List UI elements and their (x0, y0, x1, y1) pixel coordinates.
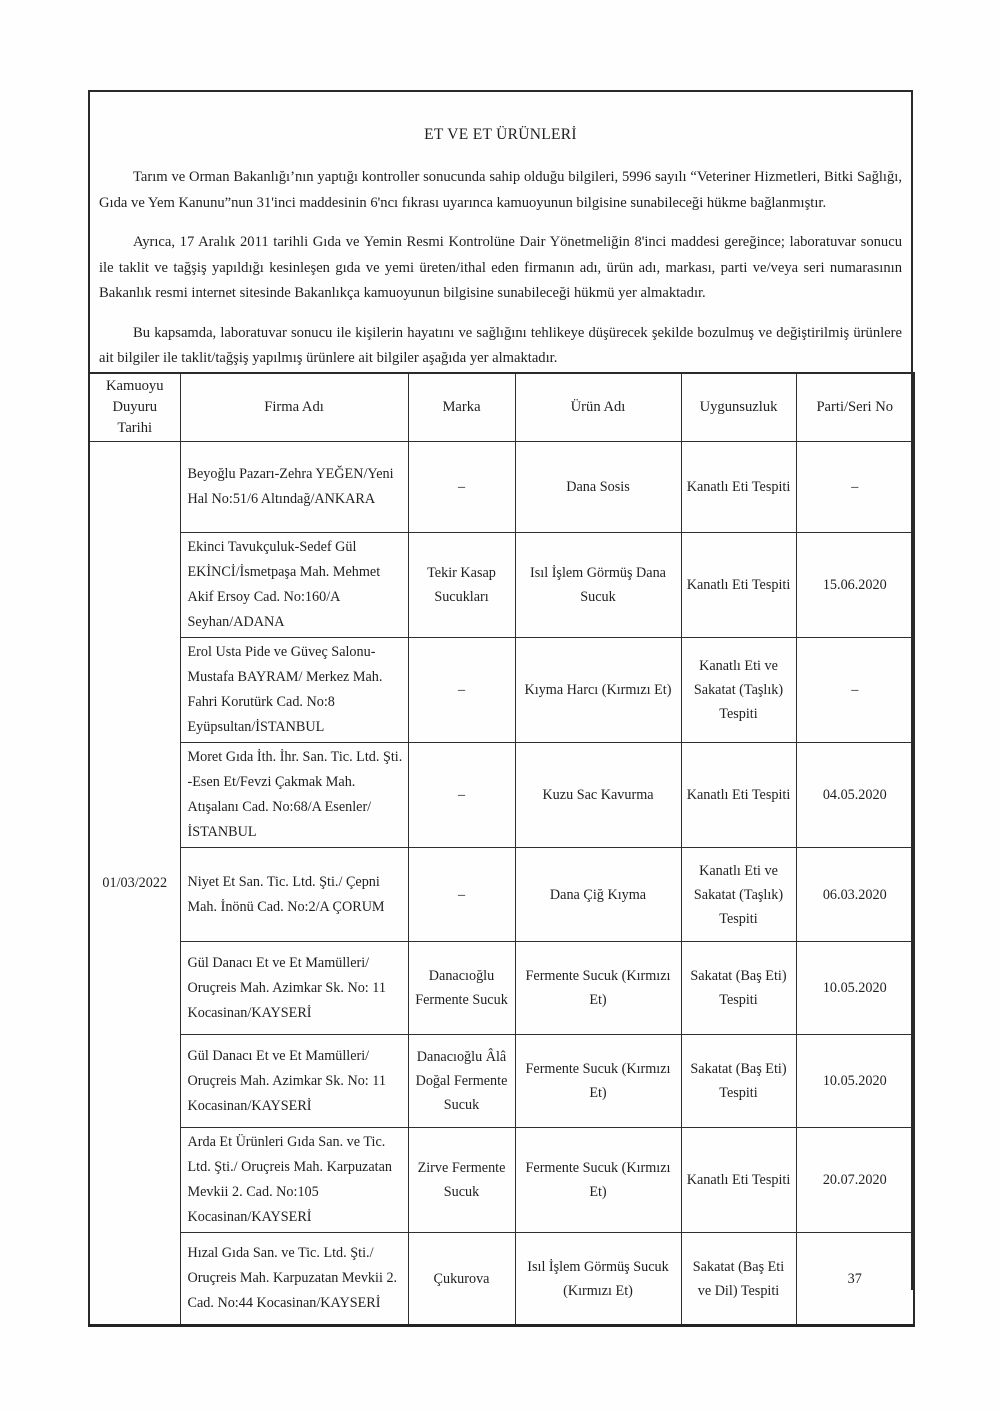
cell-urun: Isıl İşlem Görmüş Dana Sucuk (515, 533, 681, 638)
cell-firma: Erol Usta Pide ve Güveç Salonu-Mustafa BAYRAM/ Merkez Mah. Fahri Korutürk Cad. No:8 Eyüpsultan/İSTANBUL (180, 638, 408, 743)
cell-parti: – (796, 442, 914, 533)
intro-paragraph-1: Tarım ve Orman Bakanlığı’nın yaptığı kontroller sonucunda sahip olduğu bilgileri, 5996 sayılı “Veteriner Hizmetleri, Bitki Sağlığı, Gıda ve Yem Kanunu”nun 31'inci maddesinin 6'ncı fıkrası uyarınca kamuoyunun bilgisine sunabileceği hükme bağlanmıştır. (99, 169, 902, 211)
cell-firma: Ekinci Tavukçuluk-Sedef Gül EKİNCİ/İsmetpaşa Mah. Mehmet Akif Ersoy Cad. No:160/A Seyhan/ADANA (180, 533, 408, 638)
cell-parti: 06.03.2020 (796, 848, 914, 942)
cell-uygunsuzluk: Kanatlı Eti ve Sakatat (Taşlık) Tespiti (681, 638, 796, 743)
intro-paragraph-3: Bu kapsamda, laboratuvar sonucu ile kişilerin hayatını ve sağlığını tehlikeye düşürecek şekilde bozulmuş ve değiştirilmiş ürünlere ait bilgiler ile taklit/tağşiş yapılmış ürünlere ait bilgiler aşağıda yer almaktadır. (99, 324, 902, 366)
table-row (89, 743, 914, 848)
cell-firma: Niyet Et San. Tic. Ltd. Şti./ Çepni Mah. İnönü Cad. No:2/A ÇORUM (180, 848, 408, 942)
table-row (89, 942, 914, 1035)
cell-urun: Kuzu Sac Kavurma (515, 743, 681, 848)
cell-parti: 10.05.2020 (796, 1035, 914, 1128)
announcement-date-cell: 01/03/2022 (89, 442, 180, 1326)
cell-marka: Çukurova (408, 1233, 515, 1326)
col-header-parti: Parti/Seri No (796, 373, 914, 442)
table-row (89, 533, 914, 638)
cell-parti: 10.05.2020 (796, 942, 914, 1035)
cell-firma: Beyoğlu Pazarı-Zehra YEĞEN/Yeni Hal No:51/6 Altındağ/ANKARA (180, 442, 408, 533)
cell-urun: Isıl İşlem Görmüş Sucuk (Kırmızı Et) (515, 1233, 681, 1326)
col-header-uygunsuzluk: Uygunsuzluk (681, 373, 796, 442)
cell-marka: – (408, 442, 515, 533)
col-header-marka: Marka (408, 373, 515, 442)
col-header-urun: Ürün Adı (515, 373, 681, 442)
cell-uygunsuzluk: Kanatlı Eti Tespiti (681, 1128, 796, 1233)
cell-uygunsuzluk: Kanatlı Eti Tespiti (681, 533, 796, 638)
table-header (89, 373, 914, 442)
cell-firma: Gül Danacı Et ve Et Mamülleri/ Oruçreis Mah. Azimkar Sk. No: 11 Kocasinan/KAYSERİ (180, 942, 408, 1035)
cell-urun: Dana Çiğ Kıyma (515, 848, 681, 942)
cell-uygunsuzluk: Sakatat (Baş Eti) Tespiti (681, 942, 796, 1035)
cell-uygunsuzluk: Sakatat (Baş Eti ve Dil) Tespiti (681, 1233, 796, 1326)
table-row (89, 1233, 914, 1326)
document-border-box (88, 90, 913, 1311)
table-row (89, 848, 914, 942)
cell-firma: Arda Et Ürünleri Gıda San. ve Tic. Ltd. Şti./ Oruçreis Mah. Karpuzatan Mevkii 2. Cad. No:105 Kocasinan/KAYSERİ (180, 1128, 408, 1233)
document-title: ET VE ET ÜRÜNLERİ (424, 126, 577, 143)
cell-parti: 15.06.2020 (796, 533, 914, 638)
table-row (89, 1128, 914, 1233)
cell-firma: Hızal Gıda San. ve Tic. Ltd. Şti./ Oruçreis Mah. Karpuzatan Mevkii 2. Cad. No:44 Kocasinan/KAYSERİ (180, 1233, 408, 1326)
intro-paragraph-2: Ayrıca, 17 Aralık 2011 tarihli Gıda ve Yemin Resmi Kontrolüne Dair Yönetmeliğin 8'inci maddesi gereğince; laboratuvar sonucu ile taklit ve tağşiş yapıldığı kesinleşen gıda ve yemi üreten/ithal eden firmanın adı, ürün adı, markası, parti ve/veya seri numarasının Bakanlık resmi internet sitesinde Bakanlıkça kamuoyunun bilgisine sunabileceği hükmü yer almaktadır. (99, 234, 902, 301)
cell-uygunsuzluk: Kanatlı Eti Tespiti (681, 442, 796, 533)
cell-marka: Danacıoğlu Âlâ Doğal Fermente Sucuk (408, 1035, 515, 1128)
cell-firma: Gül Danacı Et ve Et Mamülleri/ Oruçreis Mah. Azimkar Sk. No: 11 Kocasinan/KAYSERİ (180, 1035, 408, 1128)
cell-parti: 20.07.2020 (796, 1128, 914, 1233)
table-row (89, 638, 914, 743)
cell-marka: Zirve Fermente Sucuk (408, 1128, 515, 1233)
cell-urun: Fermente Sucuk (Kırmızı Et) (515, 1035, 681, 1128)
cell-urun: Kıyma Harcı (Kırmızı Et) (515, 638, 681, 743)
col-header-date: Kamuoyu Duyuru Tarihi (89, 373, 180, 442)
cell-marka: Danacıoğlu Fermente Sucuk (408, 942, 515, 1035)
col-header-firma: Firma Adı (180, 373, 408, 442)
cell-firma: Moret Gıda İth. İhr. San. Tic. Ltd. Şti. -Esen Et/Fevzi Çakmak Mah. Atışalanı Cad. No:68/A Esenler/İSTANBUL (180, 743, 408, 848)
cell-urun: Dana Sosis (515, 442, 681, 533)
products-table (88, 372, 915, 1327)
table-row (89, 1035, 914, 1128)
cell-urun: Fermente Sucuk (Kırmızı Et) (515, 1128, 681, 1233)
cell-marka: – (408, 743, 515, 848)
cell-urun: Fermente Sucuk (Kırmızı Et) (515, 942, 681, 1035)
cell-uygunsuzluk: Sakatat (Baş Eti) Tespiti (681, 1035, 796, 1128)
cell-marka: – (408, 638, 515, 743)
table-row (89, 442, 914, 533)
cell-parti: – (796, 638, 914, 743)
cell-parti: 37 (796, 1233, 914, 1326)
cell-uygunsuzluk: Kanatlı Eti ve Sakatat (Taşlık) Tespiti (681, 848, 796, 942)
cell-uygunsuzluk: Kanatlı Eti Tespiti (681, 743, 796, 848)
cell-parti: 04.05.2020 (796, 743, 914, 848)
cell-marka: – (408, 848, 515, 942)
cell-marka: Tekir Kasap Sucukları (408, 533, 515, 638)
